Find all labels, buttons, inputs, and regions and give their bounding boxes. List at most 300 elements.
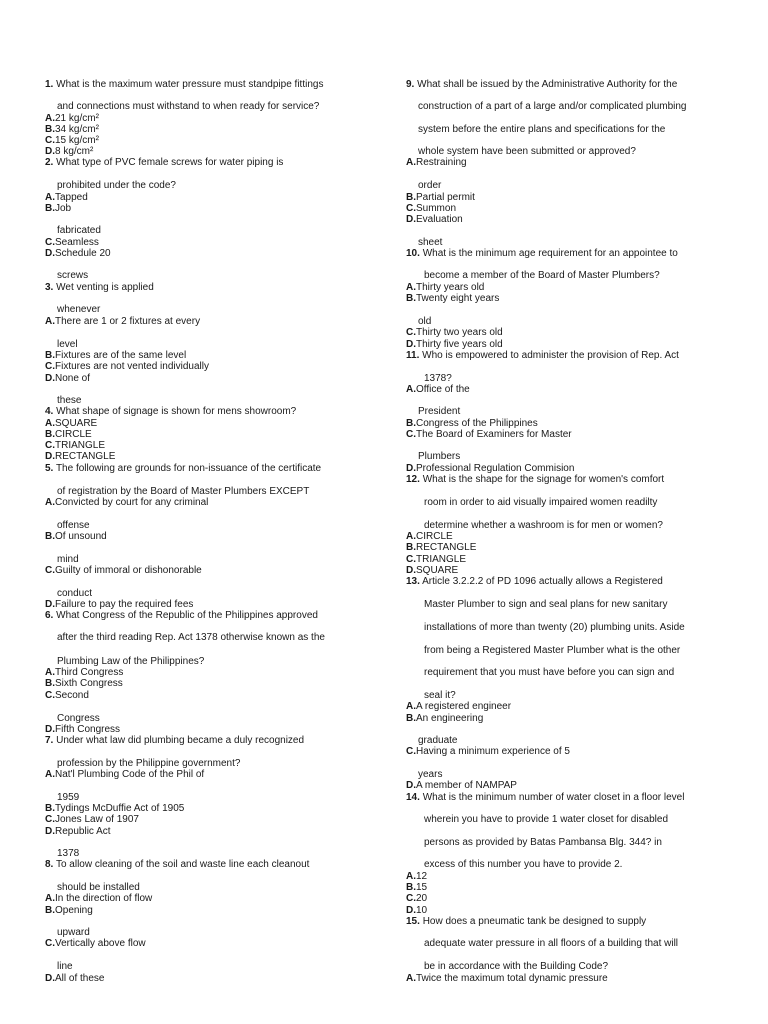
choice-line: [45, 667, 123, 678]
choice-line: [406, 713, 483, 724]
choice-line: [45, 565, 202, 576]
line-text: and connections must withstand to when ready for service?: [57, 101, 320, 112]
line-text: Master Plumber to sign and seal plans for new sanitary: [424, 599, 668, 610]
choice-letter: D.: [45, 973, 55, 984]
line-text: years: [418, 769, 443, 780]
line-text: screws: [57, 270, 89, 281]
choice-letter: D.: [45, 724, 55, 735]
choice-letter: D.: [406, 780, 416, 791]
choice-line: [45, 350, 186, 361]
question-number: 13.: [406, 576, 420, 587]
question-line: [406, 916, 646, 927]
question-number: 3.: [45, 282, 54, 293]
line-text: graduate: [418, 735, 458, 746]
choice-letter: B.: [45, 905, 55, 916]
line-text: level: [57, 339, 78, 350]
line-text: Second: [55, 690, 89, 701]
choice-line: [406, 293, 499, 304]
line-text: Jones Law of 1907: [55, 814, 139, 825]
line-text: fabricated: [57, 225, 101, 236]
choice-line: [406, 339, 503, 350]
question-number: 4.: [45, 406, 54, 417]
choice-letter: D.: [45, 599, 55, 610]
continuation-line: [45, 395, 81, 406]
line-text: 20: [416, 893, 428, 904]
continuation-line: [45, 270, 88, 281]
continuation-line: [406, 622, 685, 633]
choice-letter: A.: [45, 192, 55, 203]
line-text: order: [418, 180, 442, 191]
line-text: What type of PVC female screws for water piping is: [56, 157, 284, 168]
line-text: Job: [55, 203, 72, 214]
choice-line: [45, 690, 89, 701]
continuation-line: [45, 304, 100, 315]
line-text: determine whether a washroom is for men or women?: [424, 520, 663, 531]
line-text: Sixth Congress: [55, 678, 123, 689]
choice-line: [406, 157, 467, 168]
line-text: What is the minimum number of water closet in a floor level: [422, 792, 685, 803]
choice-letter: A.: [406, 973, 416, 984]
continuation-line: [45, 961, 73, 972]
question-line: [406, 474, 664, 485]
choice-letter: C.: [406, 554, 416, 565]
line-text: Plumbers: [418, 451, 461, 462]
line-text: A member of NAMPAP: [416, 780, 517, 791]
line-text: Thirty five years old: [416, 339, 503, 350]
choice-letter: C.: [45, 237, 55, 248]
choice-letter: B.: [406, 713, 416, 724]
continuation-line: [406, 180, 441, 191]
continuation-line: [406, 520, 663, 531]
choice-letter: C.: [406, 746, 416, 757]
line-text: What shall be issued by the Administrative Authority for the: [417, 79, 678, 90]
continuation-line: [45, 554, 79, 565]
line-text: installations of more than twenty (20) plumbing units. Aside: [424, 622, 685, 633]
line-text: CIRCLE: [55, 429, 92, 440]
question-line: [45, 157, 283, 168]
choice-letter: D.: [406, 214, 416, 225]
question-line: [406, 792, 684, 803]
choice-letter: D.: [406, 339, 416, 350]
choice-letter: B.: [406, 192, 416, 203]
line-text: these: [57, 395, 82, 406]
line-text: Schedule 20: [55, 248, 111, 259]
line-text: whenever: [57, 304, 101, 315]
line-text: Convicted by court for any criminal: [55, 497, 209, 508]
line-text: What Congress of the Republic of the Philippines approved: [56, 610, 318, 621]
question-number: 12.: [406, 474, 420, 485]
line-text: system before the entire plans and specifications for the: [418, 124, 666, 135]
line-text: Having a minimum experience of 5: [416, 746, 570, 757]
line-text: Nat'l Plumbing Code of the Phil of: [55, 769, 205, 780]
choice-line: [406, 429, 572, 440]
line-text: There are 1 or 2 fixtures at every: [55, 316, 201, 327]
line-text: be in accordance with the Building Code?: [424, 961, 609, 972]
choice-line: [406, 905, 427, 916]
choice-letter: B.: [45, 203, 55, 214]
continuation-line: [406, 667, 674, 678]
line-text: Opening: [55, 905, 93, 916]
choice-letter: C.: [45, 361, 55, 372]
choice-letter: B.: [406, 542, 416, 553]
continuation-line: [45, 882, 140, 893]
choice-letter: A.: [406, 871, 416, 882]
choice-letter: D.: [45, 451, 55, 462]
line-text: What is the minimum age requirement for an appointee to: [422, 248, 678, 259]
line-text: 1959: [57, 792, 80, 803]
choice-letter: B.: [406, 418, 416, 429]
choice-line: [45, 373, 90, 384]
choice-line: [45, 803, 184, 814]
choice-line: [45, 146, 93, 157]
choice-letter: A.: [45, 893, 55, 904]
question-line: [406, 79, 677, 90]
line-text: Fixtures are not vented individually: [55, 361, 209, 372]
line-text: Professional Regulation Commision: [416, 463, 575, 474]
continuation-line: [406, 599, 667, 610]
line-text: profession by the Philippine government?: [57, 758, 241, 769]
line-text: wherein you have to provide 1 water closet for disabled: [424, 814, 669, 825]
choice-line: [406, 973, 608, 984]
continuation-line: [45, 180, 176, 191]
line-text: SQUARE: [55, 418, 98, 429]
question-line: [45, 735, 304, 746]
question-line: [45, 859, 309, 870]
continuation-line: [406, 814, 668, 825]
choice-line: [406, 327, 503, 338]
line-text: whole system have been submitted or approved?: [418, 146, 636, 157]
choice-line: [406, 203, 456, 214]
line-text: An engineering: [416, 713, 484, 724]
choice-letter: C.: [45, 565, 55, 576]
choice-letter: D.: [45, 248, 55, 259]
line-text: RECTANGLE: [55, 451, 116, 462]
choice-letter: C.: [45, 440, 55, 451]
choice-letter: D.: [406, 565, 416, 576]
line-text: Third Congress: [55, 667, 124, 678]
choice-line: [45, 599, 193, 610]
line-text: 34 kg/cm²: [55, 124, 99, 135]
choice-letter: C.: [45, 938, 55, 949]
choice-letter: B.: [45, 678, 55, 689]
choice-letter: B.: [45, 803, 55, 814]
line-text: of registration by the Board of Master Plumbers EXCEPT: [57, 486, 310, 497]
line-text: In the direction of flow: [55, 893, 153, 904]
choice-line: [406, 554, 466, 565]
line-text: upward: [57, 927, 90, 938]
choice-letter: B.: [406, 882, 416, 893]
question-line: [45, 463, 321, 474]
choice-letter: C.: [406, 893, 416, 904]
choice-letter: A.: [45, 497, 55, 508]
choice-line: [406, 384, 470, 395]
line-text: should be installed: [57, 882, 140, 893]
choice-letter: B.: [45, 124, 55, 135]
line-text: 21 kg/cm²: [55, 113, 99, 124]
line-text: Partial permit: [416, 192, 475, 203]
choice-line: [45, 893, 152, 904]
choice-line: [406, 746, 570, 757]
line-text: Thirty two years old: [416, 327, 503, 338]
continuation-line: [406, 837, 662, 848]
continuation-line: [406, 497, 657, 508]
line-text: seal it?: [424, 690, 456, 701]
choice-line: [45, 192, 88, 203]
question-number: 8.: [45, 859, 54, 870]
choice-line: [45, 237, 99, 248]
line-text: SQUARE: [416, 565, 459, 576]
question-number: 9.: [406, 79, 415, 90]
line-text: old: [418, 316, 432, 327]
question-line: [45, 610, 318, 621]
line-text: Failure to pay the required fees: [55, 599, 194, 610]
line-text: requirement that you must have before you can sign and: [424, 667, 675, 678]
line-text: Congress of the Philippines: [416, 418, 538, 429]
choice-line: [406, 214, 463, 225]
continuation-line: [45, 632, 325, 643]
choice-letter: C.: [45, 135, 55, 146]
question-line: [45, 406, 296, 417]
line-text: None of: [55, 373, 91, 384]
line-text: Under what law did plumbing became a duly recognized: [56, 735, 305, 746]
choice-line: [45, 418, 97, 429]
continuation-line: [45, 792, 79, 803]
line-text: What shape of signage is shown for mens showroom?: [56, 406, 297, 417]
choice-letter: A.: [45, 769, 55, 780]
continuation-line: [406, 451, 460, 462]
continuation-line: [406, 316, 431, 327]
line-text: offense: [57, 520, 90, 531]
choice-letter: C.: [406, 327, 416, 338]
question-number: 7.: [45, 735, 54, 746]
choice-line: [45, 826, 111, 837]
line-text: TRIANGLE: [55, 440, 106, 451]
line-text: 15 kg/cm²: [55, 135, 99, 146]
choice-line: [45, 724, 120, 735]
line-text: Twenty eight years: [416, 293, 500, 304]
choice-letter: A.: [406, 531, 416, 542]
continuation-line: [45, 758, 240, 769]
choice-letter: C.: [45, 814, 55, 825]
line-text: Office of the: [416, 384, 470, 395]
line-text: construction of a part of a large and/or complicated plumbing: [418, 101, 687, 112]
choice-line: [45, 973, 104, 984]
choice-line: [45, 678, 123, 689]
continuation-line: [406, 237, 442, 248]
continuation-line: [406, 124, 665, 135]
choice-line: [406, 565, 458, 576]
line-text: What is the shape for the signage for women's comfort: [422, 474, 665, 485]
line-text: TRIANGLE: [416, 554, 467, 565]
choice-letter: B.: [45, 429, 55, 440]
continuation-line: [406, 938, 678, 949]
choice-line: [45, 124, 99, 135]
choice-letter: A.: [45, 316, 55, 327]
line-text: sheet: [418, 237, 443, 248]
line-text: 1378: [57, 848, 80, 859]
line-text: Tydings McDuffie Act of 1905: [55, 803, 185, 814]
line-text: Evaluation: [416, 214, 463, 225]
continuation-line: [45, 225, 101, 236]
choice-letter: A.: [406, 282, 416, 293]
choice-line: [406, 463, 574, 474]
choice-line: [45, 531, 107, 542]
continuation-line: [45, 588, 92, 599]
choice-line: [406, 282, 484, 293]
choice-line: [45, 113, 99, 124]
line-text: What is the maximum water pressure must standpipe fittings: [56, 79, 324, 90]
choice-line: [406, 882, 427, 893]
line-text: conduct: [57, 588, 93, 599]
line-text: Summon: [416, 203, 457, 214]
line-text: from being a Registered Master Plumber what is the other: [424, 645, 681, 656]
line-text: The following are grounds for non-issuance of the certificate: [55, 463, 322, 474]
choice-letter: D.: [406, 463, 416, 474]
choice-letter: A.: [406, 701, 416, 712]
choice-letter: C.: [406, 203, 416, 214]
continuation-line: [406, 735, 457, 746]
line-text: RECTANGLE: [416, 542, 477, 553]
line-text: after the third reading Rep. Act 1378 otherwise known as the: [57, 632, 325, 643]
line-text: Article 3.2.2.2 of PD 1096 actually allows a Registered: [422, 576, 663, 587]
continuation-line: [406, 373, 452, 384]
line-text: To allow cleaning of the soil and waste line each cleanout: [55, 859, 310, 870]
question-line: [406, 350, 679, 361]
choice-letter: A.: [406, 384, 416, 395]
line-text: 15: [416, 882, 428, 893]
choice-letter: A.: [406, 157, 416, 168]
continuation-line: [45, 927, 90, 938]
line-text: The Board of Examiners for Master: [416, 429, 572, 440]
line-text: Fifth Congress: [55, 724, 121, 735]
continuation-line: [406, 406, 460, 417]
line-text: Restraining: [416, 157, 467, 168]
line-text: 8 kg/cm²: [55, 146, 94, 157]
question-line: [406, 576, 663, 587]
line-text: mind: [57, 554, 79, 565]
continuation-line: [406, 859, 622, 870]
choice-line: [406, 893, 427, 904]
line-text: Guilty of immoral or dishonorable: [55, 565, 202, 576]
continuation-line: [45, 101, 319, 112]
continuation-line: [406, 146, 636, 157]
line-text: Who is empowered to administer the provision of Rep. Act: [422, 350, 679, 361]
continuation-line: [45, 848, 79, 859]
choice-letter: B.: [45, 350, 55, 361]
continuation-line: [45, 339, 78, 350]
line-text: All of these: [55, 973, 105, 984]
choice-letter: C.: [406, 429, 416, 440]
question-number: 2.: [45, 157, 54, 168]
question-number: 5.: [45, 463, 54, 474]
question-number: 11.: [406, 350, 420, 361]
continuation-line: [406, 270, 660, 281]
line-text: Thirty years old: [416, 282, 485, 293]
choice-letter: B.: [406, 293, 416, 304]
question-number: 6.: [45, 610, 54, 621]
line-text: room in order to aid visually impaired women readilty: [424, 497, 658, 508]
question-line: [406, 248, 678, 259]
continuation-line: [406, 645, 680, 656]
question-number: 10.: [406, 248, 420, 259]
line-text: excess of this number you have to provide 2.: [424, 859, 623, 870]
choice-line: [45, 135, 99, 146]
choice-line: [45, 905, 93, 916]
choice-line: [45, 451, 115, 462]
choice-line: [45, 248, 111, 259]
line-text: Tapped: [55, 192, 88, 203]
line-text: Plumbing Law of the Philippines?: [57, 656, 205, 667]
line-text: President: [418, 406, 461, 417]
line-text: Wet venting is applied: [56, 282, 154, 293]
question-line: [45, 282, 154, 293]
line-text: Congress: [57, 713, 100, 724]
choice-line: [45, 769, 204, 780]
line-text: Fixtures are of the same level: [55, 350, 187, 361]
continuation-line: [406, 690, 456, 701]
continuation-line: [406, 769, 442, 780]
choice-line: [45, 316, 200, 327]
choice-letter: B.: [45, 531, 55, 542]
line-text: 10: [416, 905, 428, 916]
line-text: CIRCLE: [416, 531, 453, 542]
line-text: A registered engineer: [416, 701, 512, 712]
choice-line: [45, 203, 71, 214]
choice-line: [406, 871, 427, 882]
choice-line: [406, 531, 453, 542]
choice-line: [406, 701, 511, 712]
choice-letter: A.: [45, 113, 55, 124]
line-text: Vertically above flow: [55, 938, 146, 949]
continuation-line: [45, 520, 90, 531]
choice-line: [45, 361, 209, 372]
continuation-line: [406, 101, 687, 112]
question-number: 15.: [406, 916, 420, 927]
choice-letter: D.: [406, 905, 416, 916]
line-text: persons as provided by Batas Pambansa Blg. 344? in: [424, 837, 662, 848]
choice-letter: D.: [45, 826, 55, 837]
choice-letter: A.: [45, 667, 55, 678]
choice-line: [406, 192, 475, 203]
line-text: Republic Act: [55, 826, 111, 837]
continuation-line: [406, 961, 608, 972]
choice-letter: D.: [45, 146, 55, 157]
continuation-line: [45, 713, 100, 724]
line-text: Seamless: [55, 237, 99, 248]
choice-letter: A.: [45, 418, 55, 429]
continuation-line: [45, 486, 309, 497]
line-text: become a member of the Board of Master Plumbers?: [424, 270, 660, 281]
choice-line: [406, 780, 517, 791]
choice-line: [45, 440, 105, 451]
choice-line: [45, 938, 146, 949]
line-text: How does a pneumatic tank be designed to supply: [422, 916, 647, 927]
choice-line: [45, 497, 208, 508]
line-text: line: [57, 961, 73, 972]
choice-line: [45, 429, 92, 440]
choice-line: [406, 418, 538, 429]
line-text: prohibited under the code?: [57, 180, 176, 191]
line-text: Of unsound: [55, 531, 107, 542]
choice-letter: D.: [45, 373, 55, 384]
question-number: 14.: [406, 792, 420, 803]
question-line: [45, 79, 323, 90]
line-text: Twice the maximum total dynamic pressure: [416, 973, 608, 984]
line-text: 1378?: [424, 373, 452, 384]
choice-letter: C.: [45, 690, 55, 701]
line-text: 12: [416, 871, 428, 882]
line-text: adequate water pressure in all floors of a building that will: [424, 938, 679, 949]
